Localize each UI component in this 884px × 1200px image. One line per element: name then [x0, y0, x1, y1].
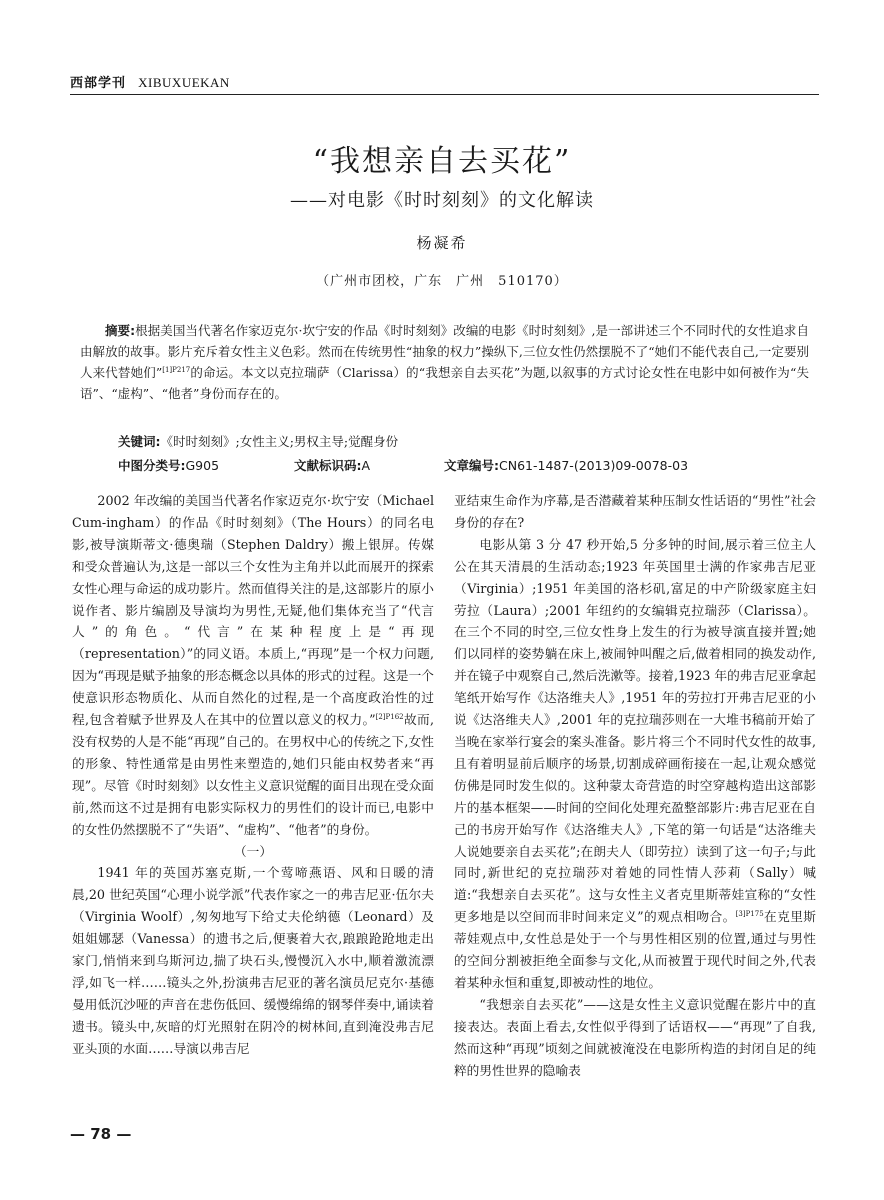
article-number: 文章编号:CN61-1487-(2013)09-0078-03 [444, 458, 689, 473]
paragraph: 电影从第 3 分 47 秒开始,5 分多钟的时间,展示着三位主人公在其天清晨的生活动态;1923 年英国里士满的作家弗吉尼亚（Virginia）;1951 年美国的洛杉矶,富足的中产阶级家庭主妇劳拉（Laura）;2001 年纽约的女编辑克拉瑞莎（Clarissa）。在三个不同的时空,三位女性身上发生的行为被导演直接并置;她们以同样的姿势躺在床上,被闹钟叫醒之后,做着相同的换发动作,并在镜子中观察自己,然后洗漱等。接着,1923 年的弗吉尼亚拿起笔纸开始写作《达洛维夫人》,1951 年的劳拉打开弗吉尼亚的小说《达洛维夫人》,2001 年的克拉瑞莎则在一大堆书稿前开始了当晚在家举行宴会的案头准备。影片将三个不同时代女性的故事,且有着明显前后顺序的场景,切割成碎画衔接在一起,让观众感觉仿佛是同时发生似的。这种蒙太奇营造的时空穿越构造出这部影片的基本框架——时间的空间化处理充盈整部影片:弗吉尼亚在自己的书房开始写作《达洛维夫人》,下笔的第一句话是“达洛维夫人说她要亲自去买花”;在朗夫人（即劳拉）读到了这一句子;与此同时,新世纪的克拉瑞莎对着她的同性情人莎莉（Sally）喊道:“我想亲自去买花”。这与女性主义者克里斯蒂娃宣称的“女性更多地是以空间而非时间来定义”的观点相吻合。$^{[3]P175}$在克里斯蒂娃观点中,女性总是处于一个与男性相区别的位置,通过与男性的空间分割被拒绝全面参与文化,从而被置于现代时间之外,代表着某种永恒和重复,即被动性的地位。 [454, 536, 816, 990]
page-number: — 78 — [70, 1125, 132, 1143]
abstract-text-cont: 的命运。本文以克拉瑞萨（Clarissa）的“我想亲自去买花”为题,以叙事的方式讨论女性在电影中如何被作为“失语”、“虚构”、“他者”身份而存在的。 [80, 365, 809, 401]
author-name: 杨凝希 [416, 234, 468, 252]
citation: [2]P162 [375, 712, 404, 721]
keywords-label: 关键词: [118, 434, 161, 449]
body-column-left [72, 490, 434, 1060]
citation: [3]P175 [735, 909, 764, 918]
keywords [118, 432, 809, 450]
abstract-text: 根据美国当代著名作家迈克尔·坎宁安的作品《时时刻刻》改编的电影《时时刻刻》,是一部讲述三个不同时代的女性追求自由解放的故事。影片充斥着女性主义色彩。然而在传统男性“抽象的权力”操纵下,三位女性仍然摆脱不了“她们不能代表自己,一定要别人来代替她们” [80, 323, 809, 380]
body-column-right [454, 490, 816, 1081]
paragraph: 亚结束生命作为序幕,是否潜藏着某种压制女性话语的“男性”社会身份的存在? [454, 493, 816, 530]
article-subtitle: ——对电影《时时刻刻》的文化解读 [290, 190, 594, 211]
abstract [80, 320, 809, 404]
paragraph: 2002 年改编的美国当代著名作家迈克尔·坎宁安（Michael Cum-ingham）的作品《时时刻刻》（The Hours）的同名电影,被导演斯蒂文·德奥瑞（Stephen Daldry）搬上银屏。传媒和受众普遍认为,这是一部以三个女性为主角并以此而展开的探索女性心理与命运的成功影片。然而值得关注的是,这部影片的原小说作者、影片编剧及导演均为男性,无疑,他们集体充当了“代言人”的角色。“代言”在某种程度上是“再现（representation）”的同义语。本质上,“再现”是一个权力问题,因为“再现是赋予抽象的形态概念以具体的形式的过程。这是一个使意识形态物质化、从而自然化的过程,是一个高度政治性的过程,包含着赋予世界及人在其中的位置以意义的权力。”$^{[2]P162}$故而,没有权势的人是不能“再现”自己的。在男权中心的传统之下,女性的形象、特性通常是由男性来塑造的,她们只能由权势者来“再现”。尽管《时时刻刻》以女性主义意识觉醒的面目出现在受众面前,然而这不过是拥有电影实际权力的男性们的设计而已,电影中的女性仍然摆脱不了“失语”、“虚构”、“他者”的身份。 [72, 493, 434, 837]
keywords-text: 《时时刻刻》;女性主义;男权主导;觉醒身份 [160, 434, 399, 449]
article-title: “我想亲自去买花” [312, 144, 572, 179]
section-heading: （一） [233, 843, 273, 859]
clc-number: 中图分类号:G905 [118, 458, 220, 473]
paragraph: “我想亲自去买花”——这是女性主义意识觉醒在影片中的直接表达。表面上看去,女性似乎得到了话语权——“再现”了自我,然而这种“再现”顷刻之间就被淹没在电影所构造的封闭自足的纯粹的男性世界的隐喻表 [454, 996, 816, 1078]
journal-name-en: XIBUXUEKAN [138, 75, 230, 90]
author-affiliation: （广州市团校，广东 广州 510170） [316, 274, 568, 289]
header-rule [70, 94, 819, 95]
document-code: 文献标识码:A [294, 458, 371, 473]
running-head [70, 72, 230, 91]
journal-name-cn: 西部学刊 [70, 76, 127, 91]
abstract-label: 摘要: [105, 323, 136, 338]
citation: [1]P217 [162, 365, 191, 374]
paragraph: 1941 年的英国苏塞克斯,一个莺啼燕语、风和日暖的清晨,20 世纪英国“心理小说学派”代表作家之一的弗吉尼亚·伍尔夫（Virginia Woolf）,匆匆地写下给丈夫伦纳德（Leonard）及姐姐娜瑟（Vanessa）的遗书之后,便裹着大衣,踉踉跄跄地走出家门,悄悄来到乌斯河边,揣了块石头,慢慢沉入水中,顺着激流漂浮,如飞一样……镜头之外,扮演弗吉尼亚的著名演员尼克尔·基德曼用低沉沙哑的声音在悲伤低回、缓慢绵绵的钢琴伴奏中,诵读着遗书。镜头中,灰暗的灯光照射在阴冷的树林间,直到淹没弗吉尼亚头顶的水面……导演以弗吉尼 [72, 865, 434, 1056]
